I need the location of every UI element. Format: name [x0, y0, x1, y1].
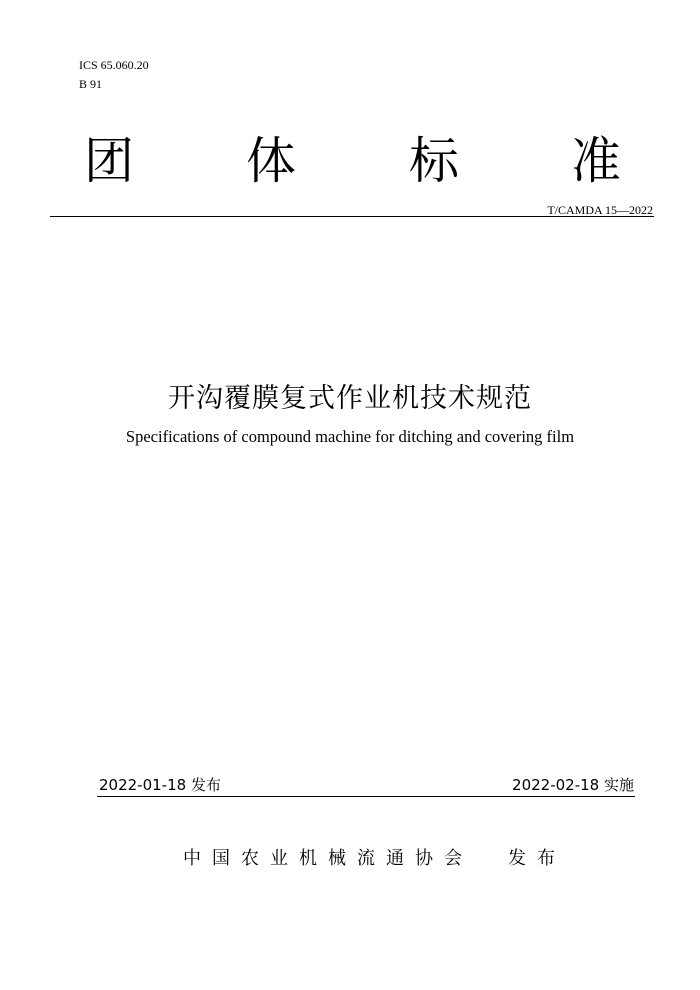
chinese-title: 开沟覆膜复式作业机技术规范	[168, 383, 532, 414]
header-divider	[50, 216, 654, 217]
standard-code: T/CAMDA 15—2022	[547, 203, 653, 217]
ics-code: ICS 65.060.20	[79, 58, 149, 72]
category-char-2: 体	[246, 132, 296, 190]
document-category	[0, 128, 700, 198]
issuing-organization: 中国农业机械流通协会	[183, 848, 473, 869]
category-char-3: 标	[409, 132, 459, 190]
implement-date: 2022-02-18 实施	[512, 776, 634, 794]
category-char-4: 准	[571, 132, 621, 190]
english-title: Specifications of compound machine for ditching and covering film	[125, 427, 575, 446]
publish-date: 2022-01-18 发布	[99, 776, 221, 794]
ccs-code: B 91	[79, 77, 103, 91]
issue-label: 发布	[508, 848, 566, 869]
footer-divider	[97, 796, 635, 797]
category-char-1: 团	[84, 132, 134, 190]
